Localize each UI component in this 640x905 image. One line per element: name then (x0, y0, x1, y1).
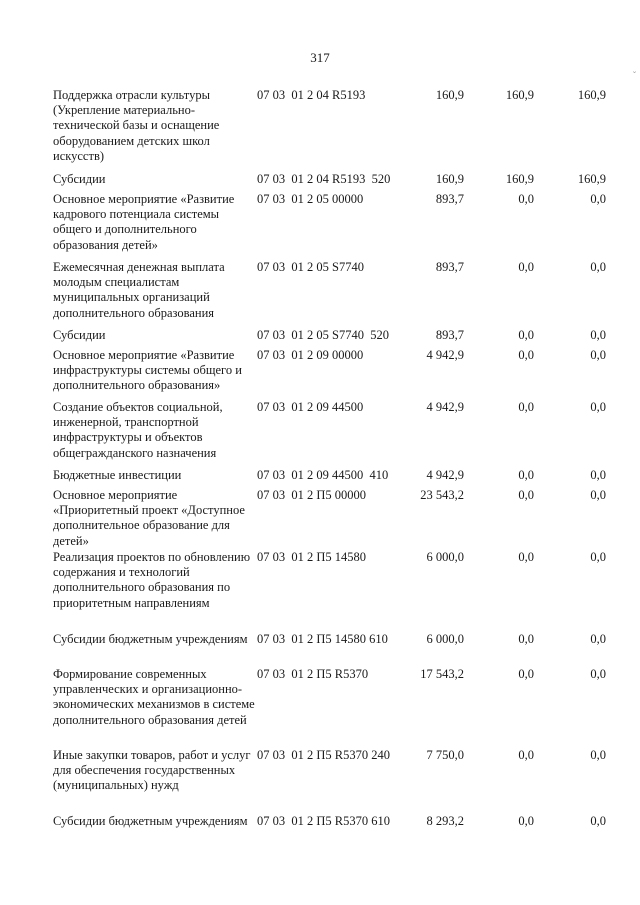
row-value-1: 8 293,2 (426, 814, 464, 828)
row-value-1: 893,7 (435, 260, 464, 274)
row-value-2: 160,9 (505, 172, 534, 186)
budget-table (0, 88, 640, 849)
row-value-3: 0,0 (590, 400, 606, 414)
row-value-1: 893,7 (435, 192, 464, 206)
row-value-3: 0,0 (590, 348, 606, 362)
row-code: 07 03 01 2 05 S7740 (257, 260, 364, 274)
row-name: Иные закупки товаров, работ и услуг для обеспечения государственных (муниципальных) нужд (53, 748, 251, 793)
table-row (0, 667, 640, 744)
table-row (0, 550, 640, 628)
row-value-3: 160,9 (577, 172, 606, 186)
row-code: 07 03 01 2 П5 00000 (257, 488, 367, 502)
row-value-1: 893,7 (435, 328, 464, 342)
row-value-3: 0,0 (590, 748, 606, 762)
row-value-1: 160,9 (435, 88, 464, 102)
row-value-1: 4 942,9 (426, 400, 464, 414)
row-code: 07 03 01 2 04 R5193 520 (257, 172, 391, 186)
row-name: Субсидии бюджетным учреждениям (53, 814, 248, 828)
table-row (0, 88, 640, 168)
table-row (0, 172, 640, 188)
table-row (0, 348, 640, 396)
row-value-3: 0,0 (590, 550, 606, 564)
row-name: Реализация проектов по обновлению содержания и технологий дополнительного образования по приоритетным направлениям (53, 550, 251, 610)
row-name: Бюджетные инвестиции (53, 468, 182, 482)
row-code: 07 03 01 2 П5 R5370 (257, 667, 369, 681)
row-value-2: 0,0 (518, 632, 534, 646)
row-name: Поддержка отрасли культуры (Укрепление материально-технической базы и оснащение оборудованием детских школ искусств) (53, 88, 220, 163)
table-row (0, 488, 640, 546)
row-value-3: 0,0 (590, 192, 606, 206)
row-value-2: 0,0 (518, 192, 534, 206)
table-row (0, 328, 640, 344)
row-name: Основное мероприятие «Развитие инфраструктуры системы общего и дополнительного образования» (53, 348, 242, 393)
row-code: 07 03 01 2 05 00000 (257, 192, 364, 206)
table-row (0, 632, 640, 663)
row-value-1: 6 000,0 (426, 550, 464, 564)
row-value-1: 160,9 (435, 172, 464, 186)
row-value-3: 0,0 (590, 814, 606, 828)
row-value-2: 160,9 (505, 88, 534, 102)
row-code: 07 03 01 2 П5 14580 610 (257, 632, 388, 646)
row-code: 07 03 01 2 04 R5193 (257, 88, 366, 102)
row-value-2: 0,0 (518, 260, 534, 274)
table-row (0, 192, 640, 256)
row-value-2: 0,0 (518, 748, 534, 762)
table-row (0, 814, 640, 845)
row-code: 07 03 01 2 09 00000 (257, 348, 364, 362)
row-value-1: 6 000,0 (426, 632, 464, 646)
row-value-1: 17 543,2 (420, 667, 464, 681)
row-value-1: 4 942,9 (426, 468, 464, 482)
row-name: Ежемесячная денежная выплата молодым специалистам муниципальных организаций дополнительного образования (53, 260, 225, 320)
row-code: 07 03 01 2 09 44500 (257, 400, 364, 414)
row-value-1: 7 750,0 (426, 748, 464, 762)
scan-edge-mark: ˘ (633, 70, 636, 80)
table-row (0, 748, 640, 810)
row-name: Создание объектов социальной, инженерной, транспортной инфраструктуры и объектов общегражданского назначения (53, 400, 223, 460)
row-value-3: 160,9 (577, 88, 606, 102)
row-name: Субсидии (53, 172, 106, 186)
table-row (0, 260, 640, 324)
row-value-3: 0,0 (590, 260, 606, 274)
row-name: Основное мероприятие «Развитие кадрового потенциала системы общего и дополнительного образования детей» (53, 192, 235, 252)
row-name: Субсидии (53, 328, 106, 342)
row-code: 07 03 01 2 П5 R5370 610 (257, 814, 390, 828)
row-value-3: 0,0 (590, 328, 606, 342)
row-value-2: 0,0 (518, 667, 534, 681)
page-number: 317 (310, 50, 330, 65)
row-value-2: 0,0 (518, 328, 534, 342)
row-value-1: 23 543,2 (420, 488, 464, 502)
row-name: Основное мероприятие «Приоритетный проект «Доступное дополнительное образование для детей» (53, 488, 245, 548)
row-value-3: 0,0 (590, 632, 606, 646)
row-value-3: 0,0 (590, 468, 606, 482)
table-row (0, 400, 640, 464)
table-row (0, 468, 640, 484)
row-code: 07 03 01 2 09 44500 410 (257, 468, 389, 482)
row-value-2: 0,0 (518, 814, 534, 828)
row-value-3: 0,0 (590, 667, 606, 681)
row-code: 07 03 01 2 П5 R5370 240 (257, 748, 390, 762)
row-code: 07 03 01 2 П5 14580 (257, 550, 367, 564)
row-value-2: 0,0 (518, 400, 534, 414)
row-value-2: 0,0 (518, 550, 534, 564)
row-value-2: 0,0 (518, 348, 534, 362)
row-value-2: 0,0 (518, 488, 534, 502)
row-value-2: 0,0 (518, 468, 534, 482)
row-name: Формирование современных управленческих и организационно-экономических механизмов в системе дополнительного образования детей (53, 667, 255, 727)
row-value-3: 0,0 (590, 488, 606, 502)
row-value-1: 4 942,9 (426, 348, 464, 362)
row-code: 07 03 01 2 05 S7740 520 (257, 328, 389, 342)
row-name: Субсидии бюджетным учреждениям (53, 632, 248, 646)
